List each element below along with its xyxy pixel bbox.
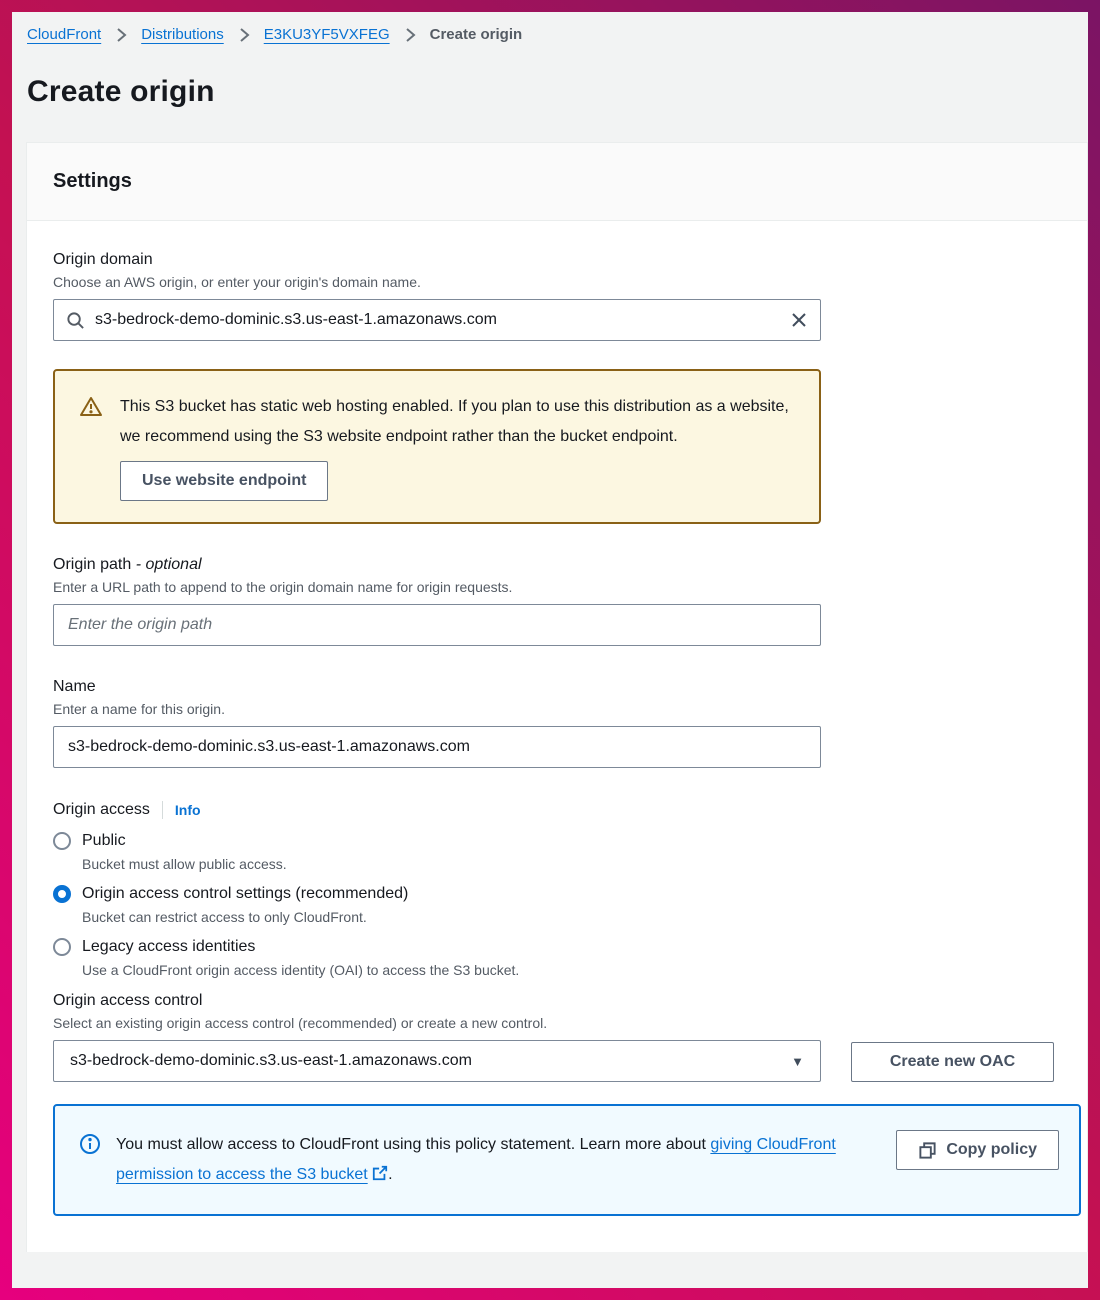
breadcrumb [12,12,1088,43]
radio-oac-description: Bucket can restrict access to only CloudFront. [82,909,367,925]
policy-info-alert [53,1104,1081,1216]
breadcrumb-current: Create origin [429,26,523,43]
origin-access-control-label: Origin access control [53,992,203,1009]
warning-text: This S3 bucket has static web hosting enabled. If you plan to use this distribution as a website, we recommend using the S3 website endpoint rather than the bucket endpoint. [120,398,789,445]
selected-oac-value: s3-bedrock-demo-dominic.s3.us-east-1.amazonaws.com [70,1052,472,1069]
policy-text-after: . [388,1166,393,1183]
radio-checked-icon[interactable] [53,885,71,903]
origin-domain-field-group [53,221,1077,341]
breadcrumb-distribution-id[interactable]: E3KU3YF5VXFEG [263,26,390,43]
static-hosting-warning-alert [53,369,821,524]
origin-path-input-wrap [53,604,821,646]
settings-card [26,142,1088,1252]
copy-policy-label: Copy policy [946,1141,1037,1158]
create-new-oac-button[interactable]: Create new OAC [851,1042,1054,1082]
chevron-down-icon: ▼ [791,1053,804,1069]
radio-unchecked-icon[interactable] [53,832,71,850]
origin-path-field-group [53,524,1077,646]
origin-access-header [53,768,1077,819]
optional-suffix: - optional [131,556,202,573]
breadcrumb-distributions[interactable]: Distributions [141,26,224,43]
s3-permission-link[interactable]: giving CloudFront permission to access the S3 bucket [116,1136,836,1183]
settings-heading: Settings [53,170,132,192]
name-field-group [53,646,1077,768]
chevron-right-icon [236,27,252,43]
name-input-wrap [53,726,821,768]
page-title: Create origin [27,75,215,108]
origin-access-info-link[interactable]: Info [174,802,201,818]
radio-unchecked-icon[interactable] [53,938,71,956]
radio-legacy-description: Use a CloudFront origin access identity (OAI) to access the S3 bucket. [82,962,520,978]
origin-access-control-group [53,978,1077,1082]
info-circle-icon [79,1133,101,1160]
radio-public-description: Bucket must allow public access. [82,856,287,872]
origin-access-label: Origin access [53,801,150,818]
page [12,12,1088,1288]
breadcrumb-cloudfront[interactable]: CloudFront [27,26,102,43]
copy-icon [918,1141,937,1160]
name-input[interactable] [68,727,806,767]
radio-legacy-label: Legacy access identities [82,938,256,955]
radio-oac[interactable] [53,885,1077,903]
chevron-right-icon [113,27,129,43]
origin-access-control-description: Select an existing origin access control (recommended) or create a new control. [53,1015,548,1031]
origin-domain-label: Origin domain [53,251,153,268]
radio-option-oac [53,872,1077,925]
origin-path-input[interactable] [68,605,806,645]
chevron-right-icon [402,27,418,43]
warning-triangle-icon [79,395,103,501]
origin-domain-description: Choose an AWS origin, or enter your origin's domain name. [53,274,421,290]
origin-domain-input[interactable] [95,300,780,340]
radio-public-label: Public [82,832,126,849]
policy-info-text [116,1130,840,1190]
origin-path-description: Enter a URL path to append to the origin domain name for origin requests. [53,579,513,595]
search-icon [66,311,85,330]
clear-input-icon[interactable] [790,311,808,329]
radio-public[interactable] [53,832,1077,850]
name-label: Name [53,678,96,695]
origin-domain-input-wrap [53,299,821,341]
divider [162,801,163,819]
radio-option-public [53,819,1077,872]
use-website-endpoint-button[interactable]: Use website endpoint [120,461,328,501]
external-link-icon [372,1165,388,1181]
name-description: Enter a name for this origin. [53,701,225,717]
origin-access-control-select[interactable] [53,1040,821,1082]
copy-policy-button[interactable] [896,1130,1059,1170]
radio-legacy[interactable] [53,938,1077,956]
radio-oac-label: Origin access control settings (recommended) [82,885,409,902]
settings-card-header [27,143,1087,221]
radio-option-legacy [53,925,1077,978]
origin-path-label: Origin path - optional [53,556,202,573]
policy-text-before: You must allow access to CloudFront using this policy statement. Learn more about [116,1136,711,1153]
